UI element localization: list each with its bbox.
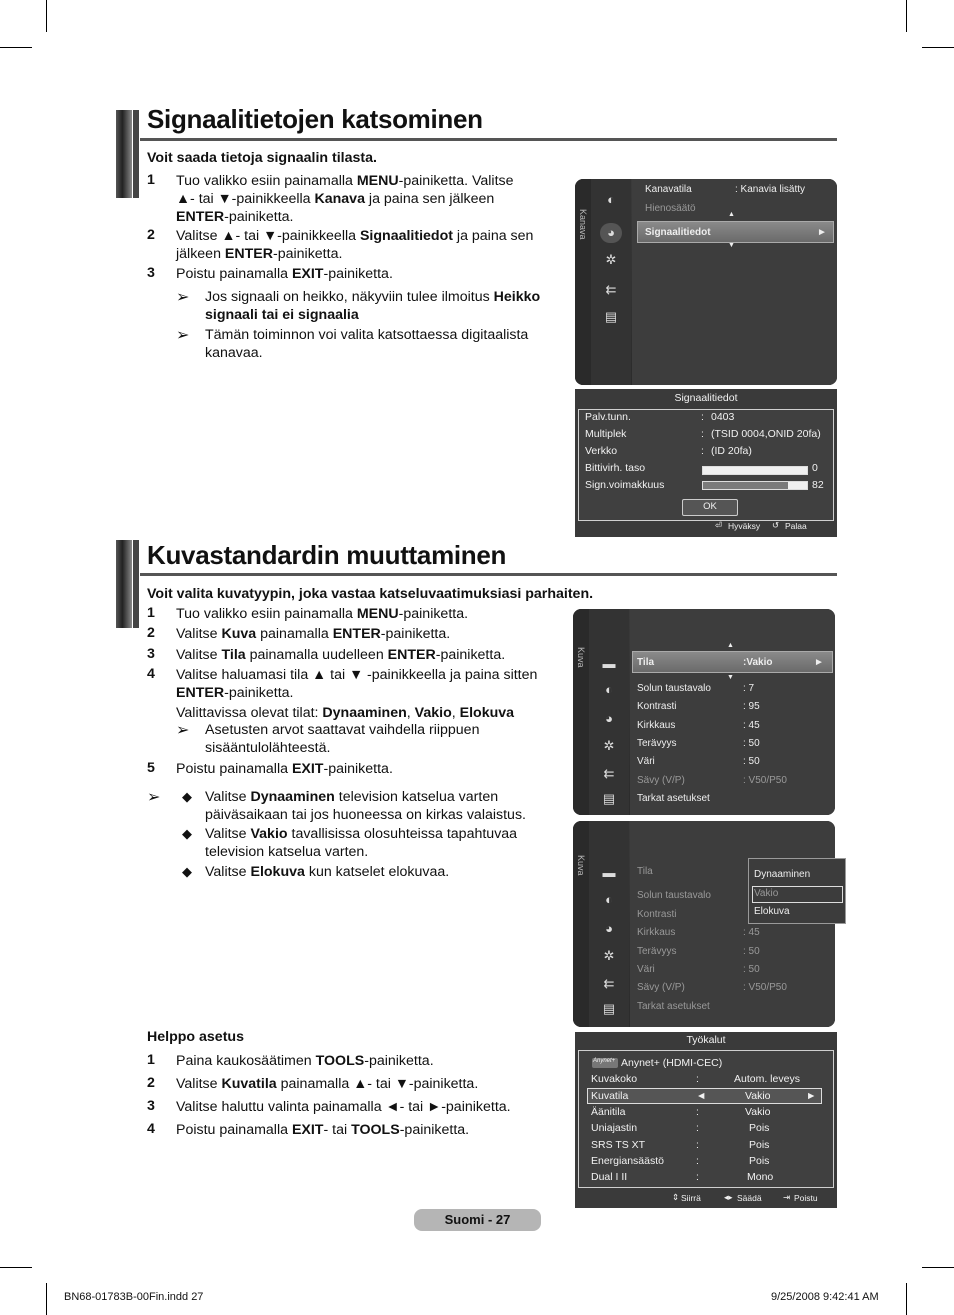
menu-item-label: Signaalitiedot	[645, 227, 711, 238]
up-arrow-icon: ▲	[728, 211, 735, 218]
step-number: 1	[147, 172, 155, 188]
menu-item[interactable]: Tarkat asetukset	[637, 793, 710, 804]
section-marker	[133, 540, 139, 628]
menu-item[interactable]: Kontrasti	[637, 701, 677, 712]
kanava-menu-screen	[575, 179, 837, 385]
up-arrow-icon: ▲	[727, 642, 734, 649]
bullet-text: Valitse Elokuva kun katselet elokuvaa.	[205, 864, 450, 880]
menu-side-label: Kanava	[578, 209, 588, 240]
section-title: Kuvastandardin muuttaminen	[147, 540, 507, 570]
step-number: 3	[147, 265, 155, 281]
row-value: (ID 20fa)	[711, 445, 752, 457]
menu-item[interactable]: Solun taustavalo	[637, 683, 711, 694]
row-value: 0	[812, 462, 818, 474]
channel-icon: ◕	[600, 223, 622, 243]
step-text: Tuo valikko esiin painamalla MENU-painiketta. Valitse ▲- tai ▼-painikkeella Kanava ja paina sen jälkeen ENTER-painiketta.	[176, 173, 514, 225]
step-text: Valitse Tila painamalla uudelleen ENTER-painiketta.	[176, 647, 506, 663]
tools-item-label[interactable]: Kuvakoko	[591, 1073, 638, 1085]
hint-ok: Hyväksy	[728, 521, 761, 531]
application-icon: ▤	[602, 791, 616, 806]
return-icon: ↺	[772, 520, 780, 530]
note-text: Asetusten arvot saattavat vaihdella riippuen sisääntulolähteestä.	[205, 722, 480, 756]
step-text: Valitse Kuva painamalla ENTER-painiketta.	[176, 626, 451, 642]
step-text: Paina kaukosäätimen TOOLS-painiketta.	[176, 1053, 434, 1069]
step-number: 2	[147, 227, 155, 243]
tools-item-label[interactable]: Äänitila	[591, 1106, 626, 1118]
crop-mark	[46, 0, 47, 32]
note-text: Jos signaali on heikko, näkyviin tulee ilmoitus Heikko signaali tai ei signaalia	[205, 289, 541, 323]
popup-option-vakio[interactable]: Vakio	[752, 886, 843, 903]
mode-popup	[748, 858, 846, 924]
ok-button[interactable]: OK	[682, 499, 738, 516]
panel-title: Työkalut	[686, 1034, 726, 1046]
bullet-text: Valitse Vakio tavallisissa olosuhteissa tapahtuvaa television katselua varten.	[205, 826, 518, 860]
menu-item[interactable]: Kontrasti	[637, 909, 677, 920]
tools-item-label[interactable]: Dual I II	[591, 1171, 628, 1183]
setup-icon: ✲	[603, 948, 615, 963]
title-rule	[140, 573, 837, 576]
tools-item-label[interactable]: Energiansäästö	[591, 1155, 664, 1167]
step-text: Valitse haluttu valinta painamalla ◄- tai ►-painiketta.	[176, 1099, 511, 1115]
note-arrow-icon: ➢	[176, 722, 190, 739]
step-number: 4	[147, 666, 155, 682]
menu-item[interactable]: Terävyys	[637, 738, 677, 749]
step-number: 2	[147, 1075, 155, 1091]
enter-icon: ⏎	[715, 520, 723, 530]
row-label: Verkko	[585, 445, 618, 457]
bullet-diamond-icon: ◆	[182, 789, 192, 804]
crop-mark	[906, 0, 907, 32]
channel-icon: ◕	[605, 921, 613, 936]
application-icon: ▤	[604, 309, 618, 324]
menu-item-kanavatila[interactable]: Kanavatila	[645, 184, 692, 195]
menu-item[interactable]: Kirkkaus	[637, 720, 676, 731]
menu-item[interactable]: Sävy (V/P)	[637, 775, 685, 786]
note-text: Tämän toiminnon voi valita katsottaessa digitaalista kanavaa.	[205, 327, 529, 361]
signal-strength-fill	[703, 482, 788, 489]
up-down-icon: ⇕	[672, 1192, 680, 1202]
tools-item-anynet[interactable]: Anynet+ (HDMI-CEC)	[621, 1057, 723, 1069]
popup-option-dynaaminen[interactable]: Dynaaminen	[754, 869, 811, 880]
chevron-right-icon: ►	[817, 227, 827, 238]
setup-icon: ✲	[605, 252, 617, 267]
section-intro: Voit valita kuvatyypin, joka vastaa katseluvaatimuksiasi parhaiten.	[147, 586, 594, 602]
step-number: 2	[147, 625, 155, 641]
step-text: Valitse haluamasi tila ▲ tai ▼ -painikkeella ja paina sitten ENTER-painiketta.	[176, 667, 538, 701]
menu-item[interactable]: Tila	[637, 866, 653, 877]
crop-mark	[906, 1283, 907, 1315]
menu-item[interactable]: Tarkat asetukset	[637, 1001, 710, 1012]
down-arrow-icon: ▼	[727, 674, 734, 681]
row-label: Palv.tunn.	[585, 411, 631, 423]
left-right-icon: ◂▸	[724, 1192, 733, 1202]
menu-item[interactable]: Väri	[637, 964, 655, 975]
picture-icon: ▬	[602, 865, 616, 880]
channel-icon: ◕	[605, 711, 613, 726]
step-text: Valitse Kuvatila painamalla ▲- tai ▼-painiketta.	[176, 1076, 479, 1092]
chevron-right-icon: ►	[814, 657, 824, 668]
menu-item[interactable]: Solun taustavalo	[637, 890, 711, 901]
row-label: Multiplek	[585, 428, 627, 440]
step-number: 3	[147, 646, 155, 662]
input-icon: ⇇	[603, 766, 615, 781]
title-rule	[140, 138, 837, 141]
print-date: 9/25/2008 9:42:41 AM	[771, 1291, 879, 1303]
menu-item-tila[interactable]	[632, 651, 833, 673]
step-number: 4	[147, 1121, 155, 1137]
step-text: Poistu painamalla EXIT-painiketta.	[176, 761, 393, 777]
anynet-logo-icon: Anynet+	[592, 1058, 618, 1068]
crop-mark	[922, 1267, 954, 1268]
menu-side-label: Kuva	[576, 647, 586, 668]
note-arrow-icon: ➢	[176, 289, 190, 306]
bullet-diamond-icon: ◆	[182, 826, 192, 841]
input-icon: ⇇	[603, 976, 615, 991]
tools-item-label[interactable]: SRS TS XT	[591, 1139, 646, 1151]
input-icon: ⇇	[605, 282, 617, 297]
hint-exit: Poistu	[794, 1193, 818, 1203]
sound-icon: ◐	[605, 892, 613, 907]
chevron-left-icon[interactable]: ◄	[696, 1090, 707, 1102]
signal-info-panel: Signaalitiedot Palv.tunn. : 0403 Multiplek : (TSID 0004,ONID 20fa) Verkko : (ID 20fa) Bittivirh. taso 0 Sign.voimakkuus 82 OK ⏎ Hyväksy ↺ Palaa	[575, 389, 837, 537]
step-number: 3	[147, 1098, 155, 1114]
popup-option-elokuva[interactable]: Elokuva	[754, 906, 790, 917]
bit-error-bar	[702, 466, 808, 475]
kuva-menu-popup-screen: Kuva ▬ ◐ ◕ ✲ ⇇ ▤ Tila Solun taustavalo Kontrasti Kirkkaus : 45 Terävyys : 50 Väri : 50 Sävy (V/P) : V50/P50 Tarkat asetukset	[573, 821, 835, 1027]
step-number: 1	[147, 1052, 155, 1068]
section-intro: Voit saada tietoja signaalin tilasta.	[147, 150, 377, 166]
step-number: 1	[147, 605, 155, 621]
section-title: Signaalitietojen katsominen	[147, 104, 483, 134]
menu-item-hienosaato[interactable]: Hienosäätö	[645, 203, 696, 214]
kuva-menu-screen: Kuva ▬ ◐ ◕ ✲ ⇇ ▤ ▲ Tila :Vakio ► ▼ Solun taustavalo : 7 Kontrasti : 95 Kirkkaus : 45 Terävyys : 50 Väri : 50 Sävy (V/P) : V50/P50 Tarkat asetukset	[573, 609, 835, 815]
step-text: Poistu painamalla EXIT- tai TOOLS-painiketta.	[176, 1122, 470, 1138]
menu-value: : Kanavia lisätty	[735, 184, 806, 195]
menu-side-label: Kuva	[576, 855, 586, 876]
page-number: Suomi - 27	[414, 1209, 541, 1231]
section-marker	[116, 110, 132, 198]
row-value: 0403	[711, 411, 735, 423]
file-name: BN68-01783B-00Fin.indd 27	[64, 1291, 204, 1303]
note-arrow-icon: ➢	[176, 327, 190, 344]
menu-item[interactable]: Väri	[637, 756, 655, 767]
tools-item-label[interactable]: Uniajastin	[591, 1122, 638, 1134]
setup-icon: ✲	[603, 738, 615, 753]
menu-item[interactable]: Sävy (V/P)	[637, 982, 685, 993]
step-number: 5	[147, 760, 155, 776]
panel-title: Signaalitiedot	[674, 392, 738, 404]
section-marker	[133, 110, 139, 198]
row-value: (TSID 0004,ONID 20fa)	[711, 428, 821, 440]
section-marker	[116, 540, 132, 628]
step-text: Poistu painamalla EXIT-painiketta.	[176, 266, 393, 282]
application-icon: ▤	[602, 1001, 616, 1016]
row-value: 82	[812, 479, 824, 491]
menu-item[interactable]: Kirkkaus	[637, 927, 676, 938]
picture-icon: ▬	[602, 656, 616, 671]
chevron-right-icon[interactable]: ►	[806, 1090, 817, 1102]
crop-mark	[0, 47, 32, 48]
step-text: Tuo valikko esiin painamalla MENU-painiketta.	[176, 606, 469, 622]
down-arrow-icon: ▼	[728, 242, 735, 249]
bullet-diamond-icon: ◆	[182, 864, 192, 879]
sound-icon: ◐	[605, 682, 613, 697]
row-label: Bittivirh. taso	[585, 462, 646, 474]
tools-panel: Työkalut Anynet+ Anynet+ (HDMI-CEC) Kuvakoko : Autom. leveys Kuvatila ◄ Vakio ► Äänitila : Vakio Uniajastin : Pois SRS TS XT : Pois Energiansäästö : Pois Dual I II : Mono ⇕ Siirrä ◂▸ Säädä ⇥ Poistu	[575, 1032, 837, 1208]
crop-mark	[46, 1283, 47, 1315]
menu-item[interactable]: Terävyys	[637, 946, 677, 957]
step-text: Valitse ▲- tai ▼-painikkeella Signaalitiedot ja paina sen jälkeen ENTER-painiketta.	[176, 228, 534, 262]
crop-mark	[922, 47, 954, 48]
hint-back: Palaa	[785, 521, 807, 531]
note-arrow-icon: ➢	[147, 789, 161, 806]
hint-adjust: Säädä	[737, 1193, 762, 1203]
hint-move: Siirrä	[681, 1193, 701, 1203]
row-label: Sign.voimakkuus	[585, 479, 665, 491]
crop-mark	[0, 1267, 32, 1268]
signal-strength-bar	[702, 481, 808, 490]
bullet-text: Valitse Dynaaminen television katselua varten päiväsaikaan tai jos huoneessa on kirkas valaistus.	[205, 789, 526, 823]
sound-icon: ◐	[607, 192, 615, 207]
modes-text: Valittavissa olevat tilat: Dynaaminen, Vakio, Elokuva	[176, 705, 515, 721]
exit-icon: ⇥	[783, 1192, 791, 1202]
helppo-title: Helppo asetus	[147, 1029, 244, 1045]
